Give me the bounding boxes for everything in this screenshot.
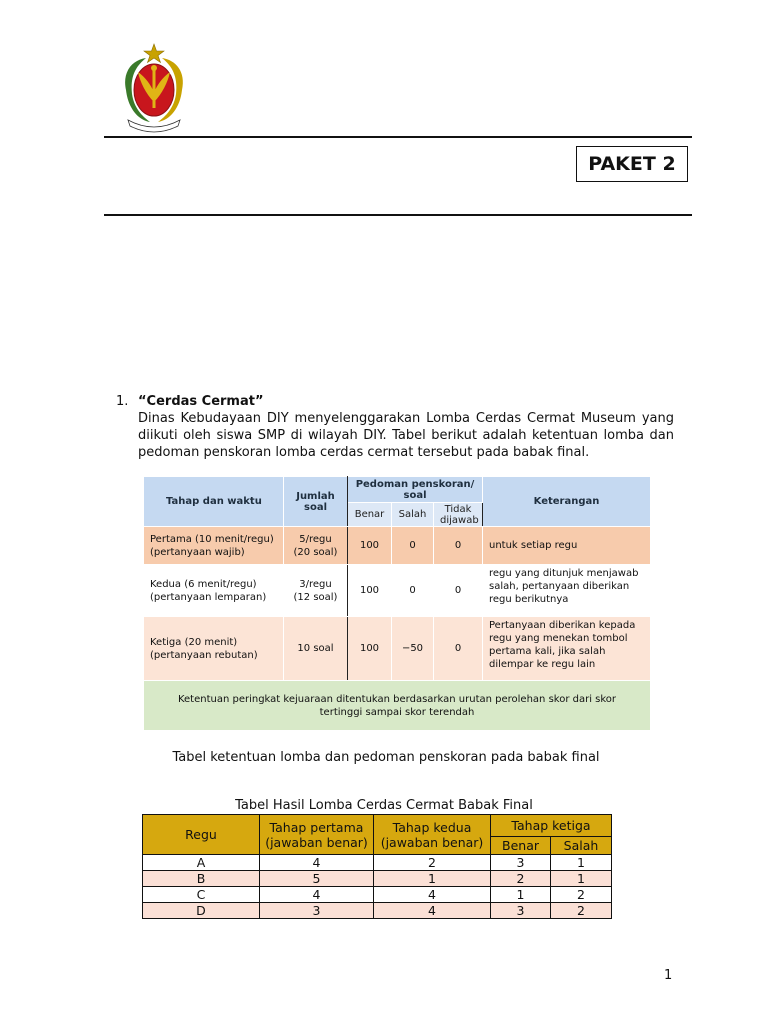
- rules-note: Pertanyaan diberikan kepada regu yang menekan tombol pertama kali, jika salah dilempar ke regu lain: [483, 617, 651, 681]
- rules-stage-line2: (pertanyaan rebutan): [150, 649, 258, 661]
- page-number: 1: [664, 968, 673, 983]
- table-row: [143, 887, 612, 903]
- rules-wrong: −50: [392, 617, 434, 681]
- rules-count-line2: (20 soal): [293, 546, 338, 558]
- rules-blank: 0: [434, 527, 483, 565]
- results-stage3-wrong: 2: [551, 903, 612, 919]
- results-header-stage2: Tahap kedua (jawaban benar): [374, 815, 491, 855]
- results-header-stage3: Tahap ketiga: [491, 815, 612, 837]
- question-title: “Cerdas Cermat”: [138, 394, 264, 409]
- results-team: A: [143, 855, 260, 871]
- table-row: [143, 871, 612, 887]
- results-header-team: Regu: [143, 815, 260, 855]
- rules-header-stage: Tahap dan waktu: [144, 477, 284, 527]
- results-stage2: 4: [374, 903, 491, 919]
- rules-table-caption: Tabel ketentuan lomba dan pedoman penskoran pada babak final: [172, 750, 600, 765]
- rules-stage-line2: (pertanyaan lemparan): [150, 591, 267, 603]
- question-number: 1.: [116, 394, 129, 409]
- results-table-caption: Tabel Hasil Lomba Cerdas Cermat Babak Final: [235, 798, 533, 813]
- results-stage1: 3: [260, 903, 374, 919]
- results-stage3-wrong: 1: [551, 871, 612, 887]
- rules-row: [144, 565, 651, 617]
- results-stage3-correct: 3: [491, 903, 551, 919]
- header-top-rule: [104, 136, 692, 138]
- rules-wrong: 0: [392, 527, 434, 565]
- results-stage3-correct: 2: [491, 871, 551, 887]
- rules-note: regu yang ditunjuk menjawab salah, pertanyaan diberikan regu berikutnya: [483, 565, 651, 617]
- rules-blank: 0: [434, 565, 483, 617]
- rules-wrong: 0: [392, 565, 434, 617]
- rules-footer-row: [144, 681, 651, 731]
- results-team: C: [143, 887, 260, 903]
- results-stage2: 2: [374, 855, 491, 871]
- question-text: Dinas Kebudayaan DIY menyelenggarakan Lomba Cerdas Cermat Museum yang diikuti oleh siswa SMP di wilayah DIY. Tabel berikut adalah ketentuan lomba dan pedoman penskoran lomba cerdas cermat tersebut pada babak final.: [138, 411, 674, 460]
- results-stage1: 4: [260, 855, 374, 871]
- results-header-stage1: Tahap pertama (jawaban benar): [260, 815, 374, 855]
- results-header-wrong: Salah: [551, 837, 612, 855]
- rules-footer: Ketentuan peringkat kejuaraan ditentukan berdasarkan urutan perolehan skor dari skor tertinggi sampai skor terendah: [144, 681, 651, 731]
- rules-stage-line2: (pertanyaan wajib): [150, 546, 245, 558]
- rules-note: untuk setiap regu: [483, 527, 651, 565]
- results-team: D: [143, 903, 260, 919]
- rules-table: [143, 476, 651, 731]
- results-stage3-correct: 1: [491, 887, 551, 903]
- rules-count-line1: 3/regu: [299, 578, 332, 590]
- results-stage1: 4: [260, 887, 374, 903]
- results-stage1: 5: [260, 871, 374, 887]
- rules-blank: 0: [434, 617, 483, 681]
- rules-correct: 100: [348, 527, 392, 565]
- rules-count-line1: 10 soal: [297, 643, 334, 654]
- results-team: B: [143, 871, 260, 887]
- rules-count-line2: (12 soal): [293, 591, 338, 603]
- rules-stage-line1: Pertama (10 menit/regu): [150, 533, 274, 545]
- table-row: [143, 855, 612, 871]
- rules-row: [144, 617, 651, 681]
- paket-label: PAKET 2: [576, 146, 688, 182]
- results-header-correct: Benar: [491, 837, 551, 855]
- header-bottom-rule: [104, 214, 692, 216]
- yogyakarta-emblem-icon: [116, 42, 192, 134]
- results-stage3-correct: 3: [491, 855, 551, 871]
- rules-header-count: Jumlah soal: [284, 477, 348, 527]
- table-row: [143, 903, 612, 919]
- rules-row: [144, 527, 651, 565]
- rules-header-wrong: Salah: [392, 503, 434, 527]
- results-stage3-wrong: 1: [551, 855, 612, 871]
- rules-header-scoring: Pedoman penskoran/ soal: [348, 477, 483, 503]
- rules-correct: 100: [348, 565, 392, 617]
- rules-header-blank: Tidak dijawab: [434, 503, 483, 527]
- rules-count-line1: 5/regu: [299, 533, 332, 545]
- rules-stage-line1: Ketiga (20 menit): [150, 636, 238, 648]
- results-stage3-wrong: 2: [551, 887, 612, 903]
- rules-stage-line1: Kedua (6 menit/regu): [150, 578, 257, 590]
- results-table: [142, 814, 612, 919]
- results-stage2: 1: [374, 871, 491, 887]
- rules-header-correct: Benar: [348, 503, 392, 527]
- results-stage2: 4: [374, 887, 491, 903]
- rules-header-note: Keterangan: [483, 477, 651, 527]
- rules-correct: 100: [348, 617, 392, 681]
